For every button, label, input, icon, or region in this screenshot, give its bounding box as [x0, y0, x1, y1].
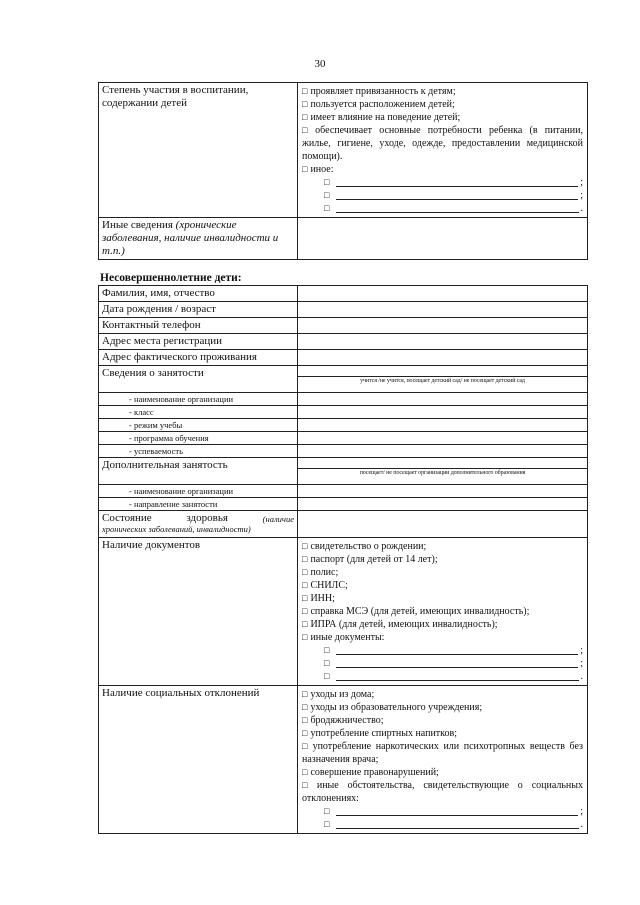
extra-hint: посещает/ не посещает организации дополнительного образования	[298, 468, 587, 477]
dev-runaway-school[interactable]: □ уходы из образовательного учреждения;	[302, 702, 483, 713]
dev-runaway-home[interactable]: □ уходы из дома;	[302, 689, 375, 700]
field-study-mode-label: - режим учебы	[99, 419, 298, 432]
checkbox-icon[interactable]: □	[302, 554, 308, 564]
field-study-mode-value[interactable]	[298, 419, 588, 432]
checkbox-icon[interactable]: □	[302, 593, 308, 603]
documents-options	[298, 538, 588, 686]
doc-mse[interactable]: □ справка МСЭ (для детей, имеющих инвалидность);	[302, 606, 530, 617]
upbringing-options	[298, 83, 588, 218]
field-program-value[interactable]	[298, 432, 588, 445]
checkbox-icon[interactable]: □	[324, 203, 330, 213]
doc-blank-line[interactable]: □ ;	[324, 658, 583, 669]
minors-section-title: Несовершеннолетние дети:	[100, 272, 242, 284]
field-progress-label: - успеваемость	[99, 445, 298, 458]
checkbox-icon[interactable]: □	[324, 177, 330, 187]
field-phone-value[interactable]	[298, 318, 588, 334]
field-reg-address-label: Адрес места регистрации	[99, 334, 298, 350]
minors-table	[98, 285, 588, 834]
field-extra-org-label: - наименование организации	[99, 485, 298, 498]
doc-birth-certificate[interactable]: □ свидетельство о рождении;	[302, 541, 427, 552]
checkbox-icon[interactable]: □	[302, 606, 308, 616]
other-blank-line[interactable]: □ ;	[324, 177, 583, 188]
option-influence[interactable]: □ имеет влияние на поведение детей;	[302, 112, 461, 123]
doc-blank-line[interactable]: □ .	[324, 671, 583, 682]
field-reg-address-value[interactable]	[298, 334, 588, 350]
checkbox-icon[interactable]: □	[324, 645, 330, 655]
field-grade-value[interactable]	[298, 406, 588, 419]
option-favor[interactable]: □ пользуется расположением детей;	[302, 99, 455, 110]
checkbox-icon[interactable]: □	[302, 99, 308, 109]
field-birth-label: Дата рождения / возраст	[99, 302, 298, 318]
checkbox-icon[interactable]: □	[324, 190, 330, 200]
field-employment-value[interactable]	[298, 366, 588, 393]
field-progress-value[interactable]	[298, 445, 588, 458]
doc-inn[interactable]: □ ИНН;	[302, 593, 335, 604]
checkbox-icon[interactable]: □	[324, 671, 330, 681]
field-actual-address-label: Адрес фактического проживания	[99, 350, 298, 366]
checkbox-icon[interactable]: □	[324, 806, 330, 816]
checkbox-icon[interactable]: □	[324, 658, 330, 668]
other-info-row	[99, 218, 588, 260]
checkbox-icon[interactable]: □	[302, 715, 308, 725]
deviations-label: Наличие социальных отклонений	[99, 686, 298, 834]
dev-vagrancy[interactable]: □ бродяжничество;	[302, 715, 384, 726]
checkbox-icon[interactable]: □	[302, 580, 308, 590]
parent-info-table	[98, 82, 588, 260]
other-blank-line[interactable]: □ ;	[324, 190, 583, 201]
checkbox-icon[interactable]: □	[324, 819, 330, 829]
documents-label: Наличие документов	[99, 538, 298, 686]
checkbox-icon[interactable]: □	[302, 567, 308, 577]
checkbox-icon[interactable]: □	[302, 689, 308, 699]
field-birth-value[interactable]	[298, 302, 588, 318]
field-actual-address-value[interactable]	[298, 350, 588, 366]
field-extra-label: Дополнительная занятость	[99, 458, 298, 485]
doc-blank-line[interactable]: □ ;	[324, 645, 583, 656]
dev-other[interactable]: □ иные обстоятельства, свидетельствующие о социальных отклонениях:	[302, 780, 583, 804]
checkbox-icon[interactable]: □	[302, 541, 308, 551]
field-extra-direction-label: - направление занятости	[99, 498, 298, 511]
dev-offenses[interactable]: □ совершение правонарушений;	[302, 767, 439, 778]
dev-blank-line[interactable]: □ ;	[324, 806, 583, 817]
upbringing-label: Степень участия в воспитании, содержании детей	[99, 83, 298, 218]
doc-ipra[interactable]: □ ИПРА (для детей, имеющих инвалидность);	[302, 619, 498, 630]
doc-snils[interactable]: □ СНИЛС;	[302, 580, 348, 591]
option-attachment[interactable]: □ проявляет привязанность к детям;	[302, 86, 456, 97]
field-phone-label: Контактный телефон	[99, 318, 298, 334]
field-extra-org-value[interactable]	[298, 485, 588, 498]
other-info-label: Иные сведения (хронические заболевания, наличие инвалидности и т.п.)	[99, 218, 298, 260]
dev-drugs[interactable]: □ употребление наркотических или психотропных веществ без назначения врача;	[302, 741, 584, 765]
other-info-value[interactable]	[298, 218, 588, 260]
field-org-name-label: - наименование организации	[99, 393, 298, 406]
checkbox-icon[interactable]: □	[302, 767, 308, 777]
checkbox-icon[interactable]: □	[302, 780, 314, 790]
checkbox-icon[interactable]: □	[302, 125, 313, 135]
dev-blank-line[interactable]: □ .	[324, 819, 583, 830]
field-name-value[interactable]	[298, 286, 588, 302]
doc-passport[interactable]: □ паспорт (для детей от 14 лет);	[302, 554, 438, 565]
checkbox-icon[interactable]: □	[302, 112, 308, 122]
checkbox-icon[interactable]: □	[302, 741, 310, 751]
field-extra-direction-value[interactable]	[298, 498, 588, 511]
upbringing-row	[99, 83, 588, 218]
checkbox-icon[interactable]: □	[302, 702, 308, 712]
checkbox-icon[interactable]: □	[302, 164, 308, 174]
option-other[interactable]: □ иное:	[302, 164, 334, 175]
employment-hint: учится /не учится, посещает детский сад/ не посещает детский сад	[298, 376, 587, 385]
checkbox-icon[interactable]: □	[302, 728, 308, 738]
field-employment-label: Сведения о занятости	[99, 366, 298, 393]
option-basic-needs[interactable]: □ обеспечивает основные потребности ребенка (в питании, жилье, гигиене, уходе, одежде, предоставлении медицинской помощи).	[302, 125, 583, 162]
field-grade-label: - класс	[99, 406, 298, 419]
field-extra-value[interactable]	[298, 458, 588, 485]
doc-policy[interactable]: □ полис;	[302, 567, 339, 578]
deviations-options	[298, 686, 588, 834]
checkbox-icon[interactable]: □	[302, 619, 308, 629]
field-health-value[interactable]	[298, 511, 588, 538]
field-org-name-value[interactable]	[298, 393, 588, 406]
dev-alcohol[interactable]: □ употребление спиртных напитков;	[302, 728, 458, 739]
doc-other[interactable]: □ иные документы:	[302, 632, 385, 643]
field-program-label: - программа обучения	[99, 432, 298, 445]
field-health-label: Состояние здоровья (наличие хронических заболеваний, инвалидности)	[99, 511, 298, 538]
field-name-label: Фамилия, имя, отчество	[99, 286, 298, 302]
checkbox-icon[interactable]: □	[302, 632, 308, 642]
other-blank-line[interactable]: □ .	[324, 203, 583, 214]
checkbox-icon[interactable]: □	[302, 86, 308, 96]
page-number: 30	[314, 58, 326, 70]
